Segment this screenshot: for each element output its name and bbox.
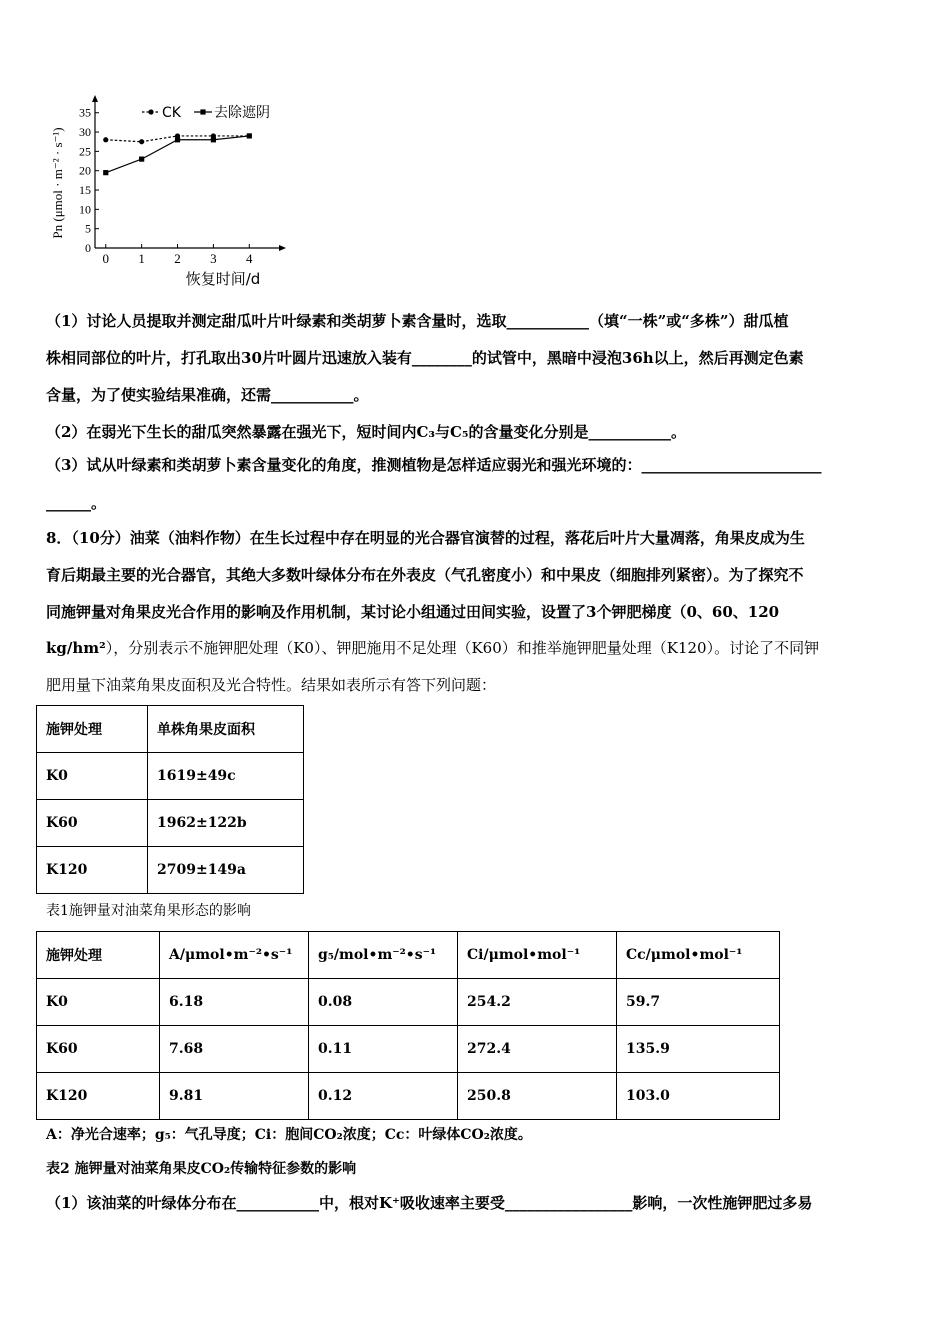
y-tick-label: 25 bbox=[79, 144, 91, 159]
table-1 bbox=[36, 705, 304, 894]
table-cell: K60 bbox=[37, 1026, 160, 1073]
table-header-cell: Cc/μmol•mol⁻¹ bbox=[617, 932, 780, 979]
problem-8-line-4 bbox=[46, 639, 904, 658]
table-cell: 59.7 bbox=[617, 979, 780, 1026]
data-point bbox=[211, 137, 216, 142]
table-cell: 0.12 bbox=[309, 1073, 458, 1120]
table-cell: 254.2 bbox=[458, 979, 617, 1026]
table-header-cell: 单株角果皮面积 bbox=[148, 706, 304, 753]
y-tick-label: 20 bbox=[79, 163, 91, 178]
x-axis-label: 恢复时间/d bbox=[185, 270, 261, 288]
problem-8-line-4-rest: ），分别表示不施钾肥处理（K0）、钾肥施用不足处理（K60）和推举施钾肥量处理（K120）。讨论了不同钾 bbox=[105, 639, 820, 657]
y-tick-label: 10 bbox=[79, 202, 91, 217]
table-cell: K60 bbox=[37, 800, 148, 847]
y-axis-label: Pn (μmol · m⁻² · s⁻¹) bbox=[50, 127, 65, 239]
table-header-row bbox=[37, 932, 780, 979]
data-point bbox=[139, 157, 144, 162]
table-2-caption: 表2 施钾量对油菜角果皮CO₂传输特征参数的影响 bbox=[46, 1161, 357, 1177]
x-tick-label: 0 bbox=[102, 251, 110, 266]
table-2 bbox=[36, 931, 780, 1120]
unit-text: kg/hm² bbox=[46, 639, 106, 657]
table-1-caption: 表1施钾量对油菜角果形态的影响 bbox=[46, 903, 251, 919]
x-tick-label: 3 bbox=[210, 251, 217, 266]
table-2-note: A：净光合速率；g₅：气孔导度；Ci：胞间CO₂浓度；Cc：叶绿体CO₂浓度。 bbox=[46, 1127, 532, 1143]
table-cell: K120 bbox=[37, 1073, 160, 1120]
table-row bbox=[37, 800, 304, 847]
data-point bbox=[103, 137, 108, 142]
table-header-cell: g₅/mol•m⁻²•s⁻¹ bbox=[309, 932, 458, 979]
chart-legend bbox=[142, 104, 270, 121]
table-cell: 272.4 bbox=[458, 1026, 617, 1073]
question-2: （2）在弱光下生长的甜瓜突然暴露在强光下，短时间内C₃与C₅的含量变化分别是___________。 bbox=[46, 423, 686, 441]
y-tick-label: 35 bbox=[79, 105, 91, 120]
table-header-cell: 施钾处理 bbox=[37, 706, 148, 753]
problem-8-question-1: （1）该油菜的叶绿体分布在___________中，根对K⁺吸收速率主要受_________________影响，一次性施钾肥过多易 bbox=[46, 1194, 813, 1212]
table-header-cell: 施钾处理 bbox=[37, 932, 160, 979]
question-3-line-1: （3）试从叶绿素和类胡萝卜素含量变化的角度，推测植物是怎样适应弱光和强光环境的：________________________ bbox=[46, 456, 822, 474]
table-cell: 0.08 bbox=[309, 979, 458, 1026]
table-cell: 250.8 bbox=[458, 1073, 617, 1120]
chart-plot-area bbox=[103, 133, 252, 175]
legend-marker bbox=[200, 109, 205, 114]
y-tick-label: 30 bbox=[79, 125, 91, 140]
table-header-row bbox=[37, 706, 304, 753]
table-cell: 0.11 bbox=[309, 1026, 458, 1073]
data-point bbox=[139, 139, 144, 144]
table-cell: 7.68 bbox=[160, 1026, 309, 1073]
y-tick-label: 0 bbox=[85, 241, 91, 255]
table-header-cell: A/μmol•m⁻²•s⁻¹ bbox=[160, 932, 309, 979]
x-tick-label: 1 bbox=[138, 251, 145, 266]
y-tick-label: 15 bbox=[79, 183, 91, 198]
legend-marker bbox=[148, 109, 153, 114]
table-cell: 135.9 bbox=[617, 1026, 780, 1073]
data-point bbox=[103, 170, 108, 175]
table-row bbox=[37, 847, 304, 894]
table-cell: 2709±149a bbox=[148, 847, 304, 894]
question-1-line-1: （1）讨论人员提取并测定甜瓜叶片叶绿素和类胡萝卜素含量时，选取___________（填“一株”或“多株”）甜瓜植 bbox=[46, 312, 789, 330]
table-cell: 6.18 bbox=[160, 979, 309, 1026]
question-1-line-2: 株相同部位的叶片，打孔取出30片叶圆片迅速放入装有________的试管中，黑暗中浸泡36h以上，然后再测定色素 bbox=[46, 349, 804, 367]
table-row bbox=[37, 1073, 780, 1120]
line-chart bbox=[40, 95, 300, 295]
table-cell: K120 bbox=[37, 847, 148, 894]
y-axis-arrow bbox=[92, 95, 98, 102]
table-cell: 9.81 bbox=[160, 1073, 309, 1120]
table-cell: 103.0 bbox=[617, 1073, 780, 1120]
table-cell: K0 bbox=[37, 753, 148, 800]
data-point bbox=[247, 133, 252, 138]
legend-label: CK bbox=[162, 105, 181, 121]
problem-8-line-2: 育后期最主要的光合器官，其绝大多数叶绿体分布在外表皮（气孔密度小）和中果皮（细胞排列紧密）。为了探究不 bbox=[46, 566, 804, 584]
data-point bbox=[175, 137, 180, 142]
table-header-cell: Ci/μmol•mol⁻¹ bbox=[458, 932, 617, 979]
problem-8-line-3: 同施钾量对角果皮光合作用的影响及作用机制，某讨论小组通过田间实验，设置了3个钾肥梯度（0、60、120 bbox=[46, 603, 780, 621]
legend-label: 去除遮阴 bbox=[214, 105, 270, 121]
table-row bbox=[37, 979, 780, 1026]
question-3-line-2: ______。 bbox=[46, 494, 107, 512]
table-cell: 1962±122b bbox=[148, 800, 304, 847]
x-tick-label: 2 bbox=[174, 251, 181, 266]
problem-8-line-5: 肥用量下油菜角果皮面积及光合特性。结果如表所示有答下列问题： bbox=[46, 676, 497, 694]
x-tick-label: 4 bbox=[246, 251, 253, 266]
table-cell: K0 bbox=[37, 979, 160, 1026]
table-row bbox=[37, 753, 304, 800]
y-tick-label: 5 bbox=[85, 221, 91, 236]
question-1-line-3: 含量，为了使实验结果准确，还需___________。 bbox=[46, 386, 369, 404]
problem-8-line-1: 8．（10分）油菜（油料作物）在生长过程中存在明显的光合器官演替的过程，落花后叶片大量凋落，角果皮成为生 bbox=[46, 529, 805, 547]
table-row bbox=[37, 1026, 780, 1073]
x-axis-arrow bbox=[279, 245, 286, 251]
table-cell: 1619±49c bbox=[148, 753, 304, 800]
